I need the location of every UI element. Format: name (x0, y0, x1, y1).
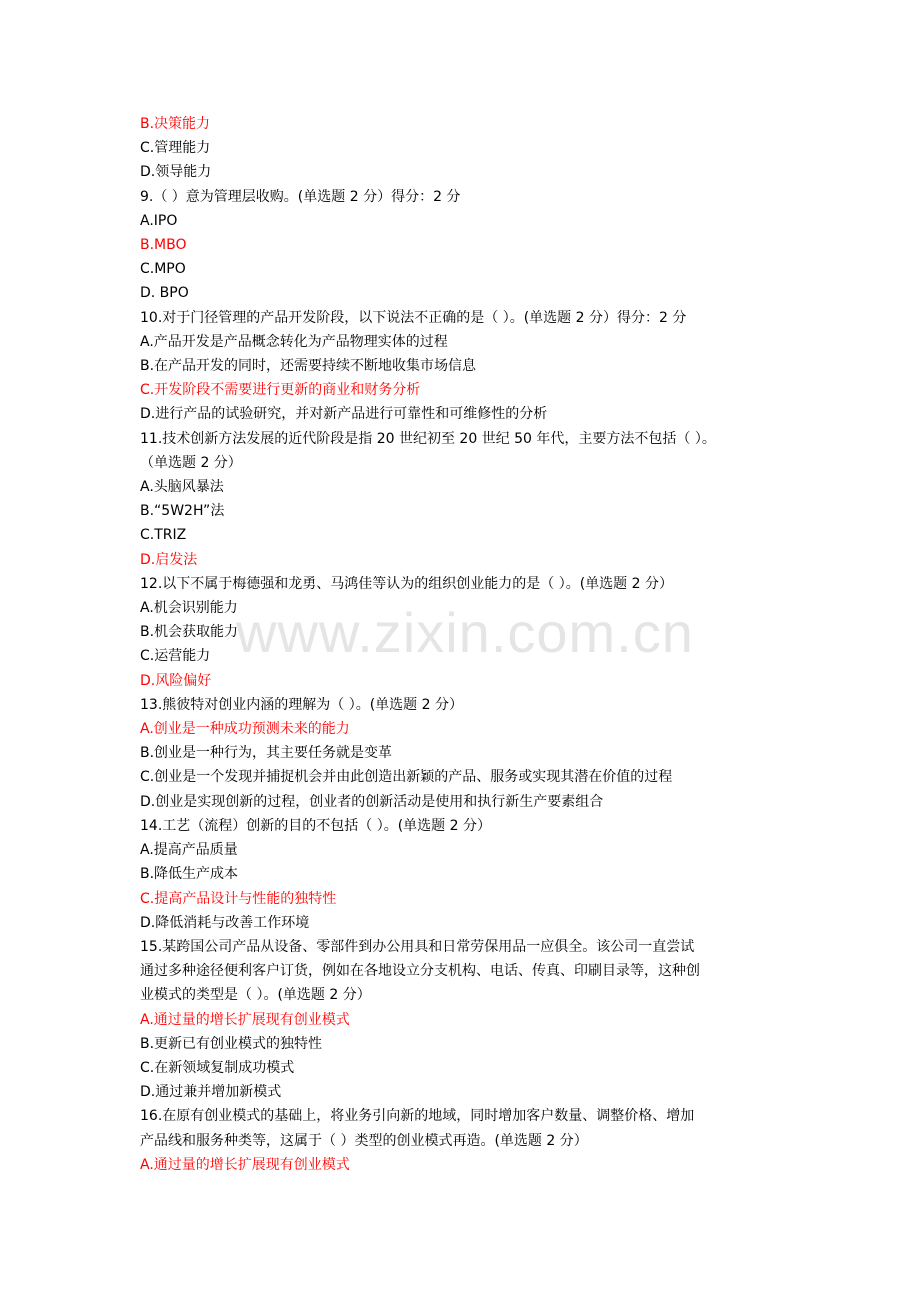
correct-answer-line: D.风险偏好 (140, 672, 212, 689)
text-line: 9.（ ）意为管理层收购。(单选题 2 分）得分：2 分 (140, 188, 461, 205)
text-line: C.运营能力 (140, 648, 211, 665)
watermark: www.zixin.com.cn (236, 601, 694, 664)
text-line: B.创业是一种行为，其主要任务就是变革 (140, 745, 393, 762)
document-body (140, 112, 790, 1177)
text-line: A.IPO (140, 212, 178, 229)
text-line: D.通过兼并增加新模式 (140, 1084, 282, 1101)
text-line: D. BPO (140, 285, 189, 302)
text-line: A.提高产品质量 (140, 842, 238, 859)
correct-answer-line: A.创业是一种成功预测未来的能力 (140, 721, 350, 738)
text-line: 业模式的类型是（ ）。(单选题 2 分） (140, 987, 371, 1004)
text-line: （单选题 2 分） (140, 454, 242, 471)
text-line: B.机会获取能力 (140, 624, 239, 641)
text-line: 10.对于门径管理的产品开发阶段，以下说法不正确的是（ ）。(单选题 2 分）得分：2 分 (140, 309, 687, 326)
text-line: 12.以下不属于梅德强和龙勇、马鸿佳等认为的组织创业能力的是（ ）。(单选题 2 分） (140, 575, 673, 592)
text-line: C.MPO (140, 261, 186, 278)
correct-answer-line: B.MBO (140, 237, 187, 254)
text-line: B.降低生产成本 (140, 866, 239, 883)
text-line: 14.工艺（流程）创新的目的不包括（ ）。(单选题 2 分） (140, 817, 491, 834)
correct-answer-line: C.开发阶段不需要进行更新的商业和财务分析 (140, 382, 421, 399)
text-line: C.在新领域复制成功模式 (140, 1059, 295, 1076)
correct-answer-line: C.提高产品设计与性能的独特性 (140, 890, 337, 907)
correct-answer-line: B.决策能力 (140, 116, 211, 132)
text-line: C.管理能力 (140, 140, 211, 157)
text-line: D.创业是实现创新的过程，创业者的创新活动是使用和执行新生产要素组合 (140, 793, 604, 810)
text-line: 13.熊彼特对创业内涵的理解为（ ）。(单选题 2 分） (140, 696, 463, 713)
text-line: D.降低消耗与改善工作环境 (140, 914, 310, 931)
text-line: C.创业是一个发现并捕捉机会并由此创造出新颖的产品、服务或实现其潜在价值的过程 (140, 769, 673, 786)
text-line: 16.在原有创业模式的基础上，将业务引向新的地域，同时增加客户数量、调整价格、增加 (140, 1108, 695, 1125)
correct-answer-line: A.通过量的增长扩展现有创业模式 (140, 1011, 350, 1028)
text-line: A.机会识别能力 (140, 600, 238, 617)
text-line: 11.技术创新方法发展的近代阶段是指 20 世纪初至 20 世纪 50 年代，主要方法不包括（ ）。 (140, 430, 716, 447)
text-line: B.更新已有创业模式的独特性 (140, 1035, 323, 1052)
correct-answer-line: D.启发法 (140, 551, 198, 568)
text-line: 产品线和服务种类等，这属于（ ）类型的创业模式再造。(单选题 2 分） (140, 1132, 588, 1149)
correct-answer-line: A.通过量的增长扩展现有创业模式 (140, 1156, 350, 1173)
text-line: 通过多种途径便利客户订货，例如在各地设立分支机构、电话、传真、印刷目录等，这种创 (140, 963, 700, 980)
text-line: A.产品开发是产品概念转化为产品物理实体的过程 (140, 333, 448, 350)
text-line: C.TRIZ (140, 527, 187, 544)
text-line: D.进行产品的试验研究，并对新产品进行可靠性和可维修性的分析 (140, 406, 548, 423)
text-line: 15.某跨国公司产品从设备、零部件到办公用具和日常劳保用品一应俱全。该公司一直尝试 (140, 938, 695, 955)
text-line: B.在产品开发的同时，还需要持续不断地收集市场信息 (140, 358, 477, 375)
text-line: A.头脑风暴法 (140, 479, 224, 496)
text-line: B.“5W2H”法 (140, 503, 225, 520)
text-line: D.领导能力 (140, 164, 212, 181)
